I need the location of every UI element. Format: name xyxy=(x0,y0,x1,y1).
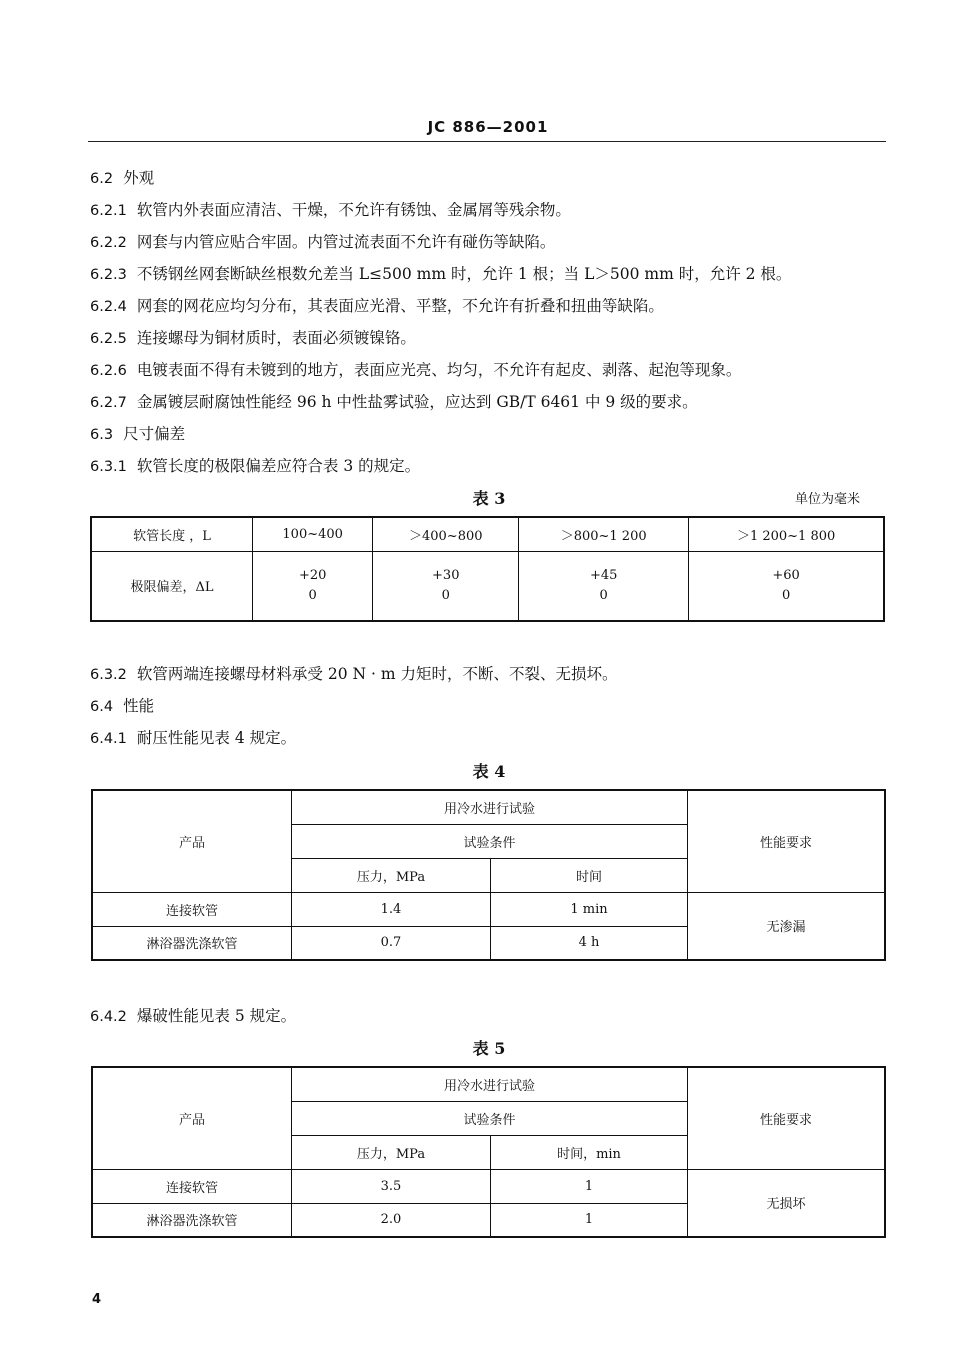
table5-pressure-header: 压力，MPa xyxy=(292,1135,491,1169)
lower-deviation: 0 xyxy=(781,587,791,603)
table3-range-cell: ＞800~1 200 xyxy=(519,517,689,551)
clause-text: 软管长度的极限偏差应符合表 3 的规定。 xyxy=(136,457,421,475)
clause-6-2-2 xyxy=(90,230,555,252)
upper-deviation: +45 xyxy=(589,567,618,583)
clause-number: 6.2.7 xyxy=(90,395,127,411)
clause-text: 金属镀层耐腐蚀性能经 96 h 中性盐雾试验，应达到 GB/T 6461 中 9 级的要求。 xyxy=(136,393,698,411)
clause-text: 尺寸偏差 xyxy=(123,425,186,443)
clause-text: 网套的网花应均匀分布，其表面应光滑、平整，不允许有折叠和扭曲等缺陷。 xyxy=(136,297,664,315)
clause-text: 软管内外表面应清洁、干燥，不允许有锈蚀、金属屑等残余物。 xyxy=(136,201,571,219)
clause-6-4 xyxy=(90,694,154,716)
clause-number: 6.2.1 xyxy=(90,203,127,219)
table4-product-header: 产品 xyxy=(92,790,292,892)
table4-row-product: 连接软管 xyxy=(92,892,292,926)
clause-6-2-1 xyxy=(90,198,571,220)
table3-deviation-cell xyxy=(373,551,519,621)
table5-test-method: 用冷水进行试验 xyxy=(292,1067,688,1101)
table5-test-conditions: 试验条件 xyxy=(292,1101,688,1135)
upper-deviation: +30 xyxy=(432,567,460,583)
table4-row-time: 1 min xyxy=(491,892,688,926)
clause-6-3-1 xyxy=(90,454,420,476)
table3-range-cell: ＞400~800 xyxy=(373,517,519,551)
table3-row1-label: 软管长度 ，L xyxy=(91,517,253,551)
page-number: 4 xyxy=(92,1292,102,1307)
table5-requirement-header: 性能要求 xyxy=(688,1067,886,1169)
table5-row-time: 1 xyxy=(491,1169,688,1203)
table4-row-pressure: 1.4 xyxy=(292,892,491,926)
clause-number: 6.4 xyxy=(90,699,114,715)
clause-text: 性能 xyxy=(123,697,155,715)
clause-number: 6.2.4 xyxy=(90,299,127,315)
clause-text: 电镀表面不得有未镀到的地方，表面应光亮、均匀，不允许有起皮、剥落、起泡等现象。 xyxy=(136,361,742,379)
table5-title: 表 5 xyxy=(472,1039,506,1058)
header-divider xyxy=(88,141,886,142)
table4-test-conditions: 试验条件 xyxy=(292,824,688,858)
clause-number: 6.2 xyxy=(90,171,114,187)
clause-6-2-4 xyxy=(90,294,664,316)
table3-range-cell: ＞1 200~1 800 xyxy=(689,517,884,551)
clause-6-4-1 xyxy=(90,726,296,748)
clause-6-2-6 xyxy=(90,358,741,380)
table3-unit-note: 单位为毫米 xyxy=(794,492,860,507)
clause-number: 6.3.2 xyxy=(90,667,127,683)
clause-6-2 xyxy=(90,166,154,188)
table4-title: 表 4 xyxy=(472,762,506,781)
table5-row-pressure: 2.0 xyxy=(292,1203,491,1237)
upper-deviation: +60 xyxy=(772,567,800,583)
clause-6-2-5 xyxy=(90,326,416,348)
table5-row-pressure: 3.5 xyxy=(292,1169,491,1203)
table4-pressure-header: 压力，MPa xyxy=(292,858,491,892)
clause-number: 6.2.3 xyxy=(90,267,127,283)
clause-text: 不锈钢丝网套断缺丝根数允差当 L≤500 mm 时，允许 1 根；当 L＞500 mm 时，允许 2 根。 xyxy=(136,265,792,283)
table4-row-product: 淋浴器洗涤软管 xyxy=(92,926,292,960)
table3-row2-label: 极限偏差，ΔL xyxy=(91,551,253,621)
table3-deviation-cell xyxy=(689,551,884,621)
table4-requirement-header: 性能要求 xyxy=(688,790,886,892)
table3 xyxy=(90,516,885,622)
clause-number: 6.4.1 xyxy=(90,731,127,747)
table5-row-time: 1 xyxy=(491,1203,688,1237)
clause-6-3 xyxy=(90,422,185,444)
table4-row-time: 4 h xyxy=(491,926,688,960)
table4-time-header: 时间 xyxy=(491,858,688,892)
document-header: JC 886—2001 xyxy=(427,118,549,136)
clause-number: 6.2.6 xyxy=(90,363,127,379)
clause-6-2-3 xyxy=(90,262,791,284)
clause-number: 6.3.1 xyxy=(90,459,127,475)
table3-deviation-cell xyxy=(253,551,373,621)
table3-range-cell: 100~400 xyxy=(253,517,373,551)
clause-number: 6.2.5 xyxy=(90,331,127,347)
upper-deviation: +20 xyxy=(298,567,327,583)
table4 xyxy=(91,789,886,961)
clause-text: 软管两端连接螺母材料承受 20 N · m 力矩时，不断、不裂、无损坏。 xyxy=(136,665,618,683)
clause-text: 耐压性能见表 4 规定。 xyxy=(136,729,297,747)
table4-test-method: 用冷水进行试验 xyxy=(292,790,688,824)
table5-product-header: 产品 xyxy=(92,1067,292,1169)
table5-row-product: 淋浴器洗涤软管 xyxy=(92,1203,292,1237)
lower-deviation: 0 xyxy=(599,587,608,603)
clause-text: 连接螺母为铜材质时，表面必须镀镍铬。 xyxy=(136,329,416,347)
clause-text: 爆破性能见表 5 规定。 xyxy=(136,1007,297,1025)
table4-row-pressure: 0.7 xyxy=(292,926,491,960)
clause-number: 6.2.2 xyxy=(90,235,127,251)
clause-text: 网套与内管应贴合牢固。内管过流表面不允许有碰伤等缺陷。 xyxy=(136,233,556,251)
clause-number: 6.3 xyxy=(90,427,114,443)
table3-title: 表 3 xyxy=(472,489,506,508)
table5-row-product: 连接软管 xyxy=(92,1169,292,1203)
lower-deviation: 0 xyxy=(441,587,450,603)
table5-time-header: 时间，min xyxy=(491,1135,688,1169)
table3-deviation-cell xyxy=(519,551,689,621)
clause-6-3-2 xyxy=(90,662,617,684)
table5 xyxy=(91,1066,886,1238)
lower-deviation: 0 xyxy=(308,587,317,603)
clause-number: 6.4.2 xyxy=(90,1009,127,1025)
clause-text: 外观 xyxy=(123,169,155,187)
clause-6-4-2 xyxy=(90,1004,296,1026)
table4-result: 无渗漏 xyxy=(688,892,886,960)
table5-result: 无损坏 xyxy=(688,1169,886,1237)
clause-6-2-7 xyxy=(90,390,698,412)
